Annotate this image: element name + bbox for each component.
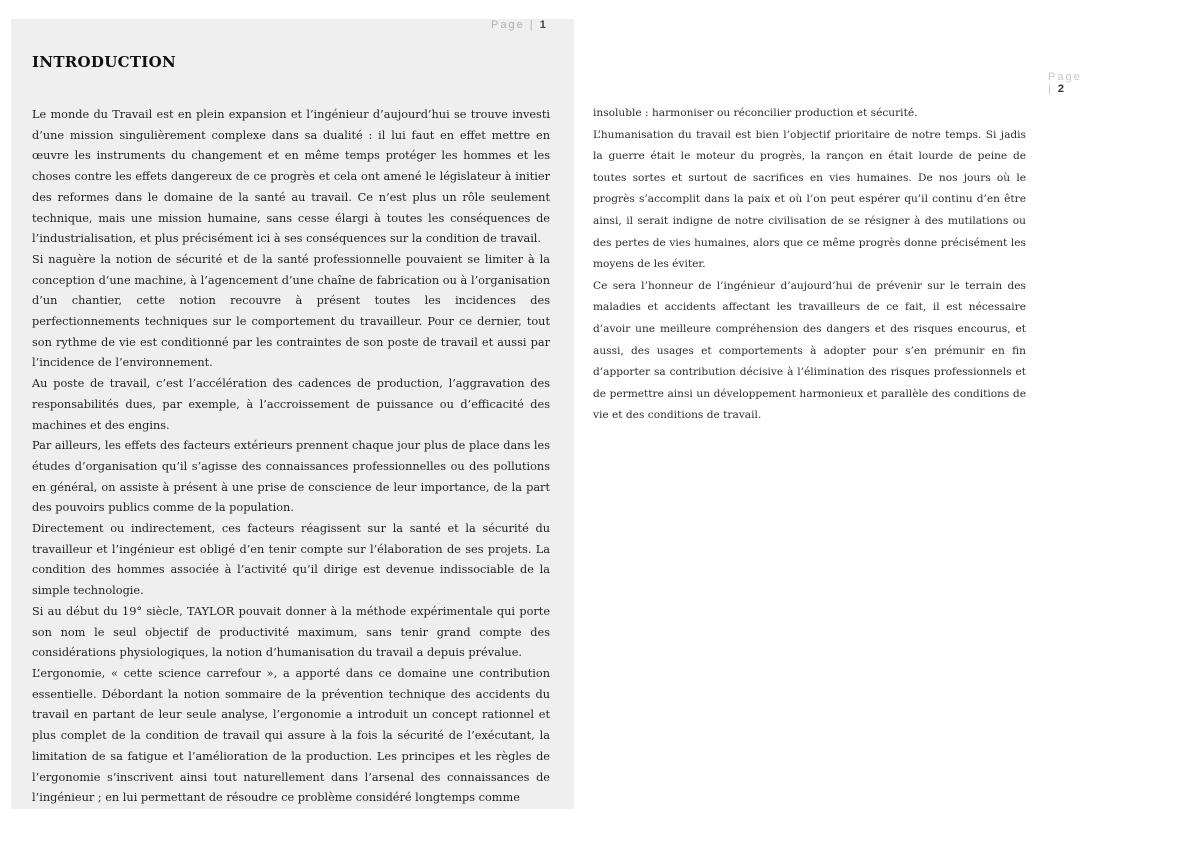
page-label: Page xyxy=(491,19,525,31)
page-number-value: 2 xyxy=(1057,83,1067,95)
page-number-2: Page | 2 xyxy=(1048,71,1082,95)
page-title: INTRODUCTION xyxy=(32,53,177,71)
paragraph: Par ailleurs, les effets des facteurs extérieurs prennent chaque jour plus de place dans les études d’organisation qu’il s’agisse des connaissances professionnelles ou des pollutions en général, on assiste à présent à une prise de conscience de leur importance, de la part des pouvoirs publics comme de la population. xyxy=(32,439,550,515)
paragraph: insoluble : harmoniser ou réconcilier production et sécurité. xyxy=(593,107,918,119)
page-label: Page xyxy=(1048,71,1082,83)
paragraph: Si naguère la notion de sécurité et de la santé professionnelle pouvaient se limiter à la conception d’une machine, à l’agencement d’une chaîne de fabrication ou à l’organisation d’un chantier, cette notion recouvre à présent toutes les incidences des perfectionnements techniques sur le comportement du travailleur. Pour ce dernier, tout son rythme de vie est conditionné par les contraintes de son poste de travail et aussi par l’incidence de l’environnement. xyxy=(32,252,550,370)
page-1-body xyxy=(32,105,550,809)
paragraph: Le monde du Travail est en plein expansion et l’ingénieur d’aujourd’hui se trouve investi d’une mission singulièrement complexe dans sa dualité : il lui faut en effet mettre en œuvre les instruments du changement et en même temps protéger les hommes et les choses contre les effets dangereux de ce progrès et cela ont amené le législateur à initier des reformes dans le domaine de la santé au travail. Ce n’est plus un rôle seulement technique, mais une mission humaine, sans cesse élargi à toutes les conséquences de l’industrialisation, et plus précisément ici à ses conséquences sur la condition de travail. xyxy=(32,108,550,246)
paragraph: Directement ou indirectement, ces facteurs réagissent sur la santé et la sécurité du travailleur et l’ingénieur est obligé d’en tenir compte sur l’élaboration de ses projets. La condition des hommes associée à l’activité qu’il dirige est devenue indissociable de la simple technologie. xyxy=(32,522,550,598)
page-1 xyxy=(11,19,574,809)
paragraph: Ce sera l’honneur de l’ingénieur d’aujourd’hui de prévenir sur le terrain des maladies et accidents affectant les travailleurs de ce fait, il est nécessaire d’avoir une meilleure compréhension des dangers et des risques encourus, et aussi, des usages et comportements à adopter pour s’en prémunir en fin d’apporter sa contribution décisive à l’élimination des risques professionnels et de permettre ainsi un développement harmonieux et parallèle des conditions de vie et des conditions de travail. xyxy=(593,279,1026,422)
paragraph: Au poste de travail, c’est l’accélération des cadences de production, l’aggravation des responsabilités dues, par exemple, à l’accroissement de puissance ou d’efficacité des machines et des engins. xyxy=(32,377,550,432)
paragraph: L’ergonomie, « cette science carrefour », a apporté dans ce domaine une contribution essentielle. Débordant la notion sommaire de la prévention technique des accidents du travail en partant de leur seule analyse, l’ergonomie a introduit un concept rationnel et plus complet de la condition de travail qui assure à la fois la sécurité de l’exécutant, la limitation de sa fatigue et l’amélioration de la production. Les principes et les règles de l’ergonomie s’inscrivent ainsi tout naturellement dans l’arsenal des connaissances de l’ingénieur ; en lui permettant de résoudre ce problème considéré longtemps comme xyxy=(32,666,550,805)
paragraph: L’humanisation du travail est bien l’objectif prioritaire de notre temps. Si jadis la guerre était le moteur du progrès, la rançon en était lourde de peine de toutes sortes et surtout de sacrifices en vies humaines. De nos jours où le progrès s’accomplit dans la paix et où l’on peut espérer qu’il continu d’en être ainsi, il serait indigne de notre civilisation de se résigner à des mutilations ou des pertes de vies humaines, alors que ce même progrès donne précisément les moyens de les éviter. xyxy=(593,128,1026,271)
page-number-1: Page | 1 xyxy=(491,19,548,31)
page-2-body xyxy=(593,103,1026,427)
page-2 xyxy=(586,62,1082,422)
paragraph: Si au début du 19° siècle, TAYLOR pouvait donner à la méthode expérimentale qui porte son nom le seul objectif de productivité maximum, sans tenir grand compte des considérations physiologiques, la notion d’humanisation du travail a depuis prévalue. xyxy=(32,604,550,660)
page-number-value: 1 xyxy=(539,19,548,31)
